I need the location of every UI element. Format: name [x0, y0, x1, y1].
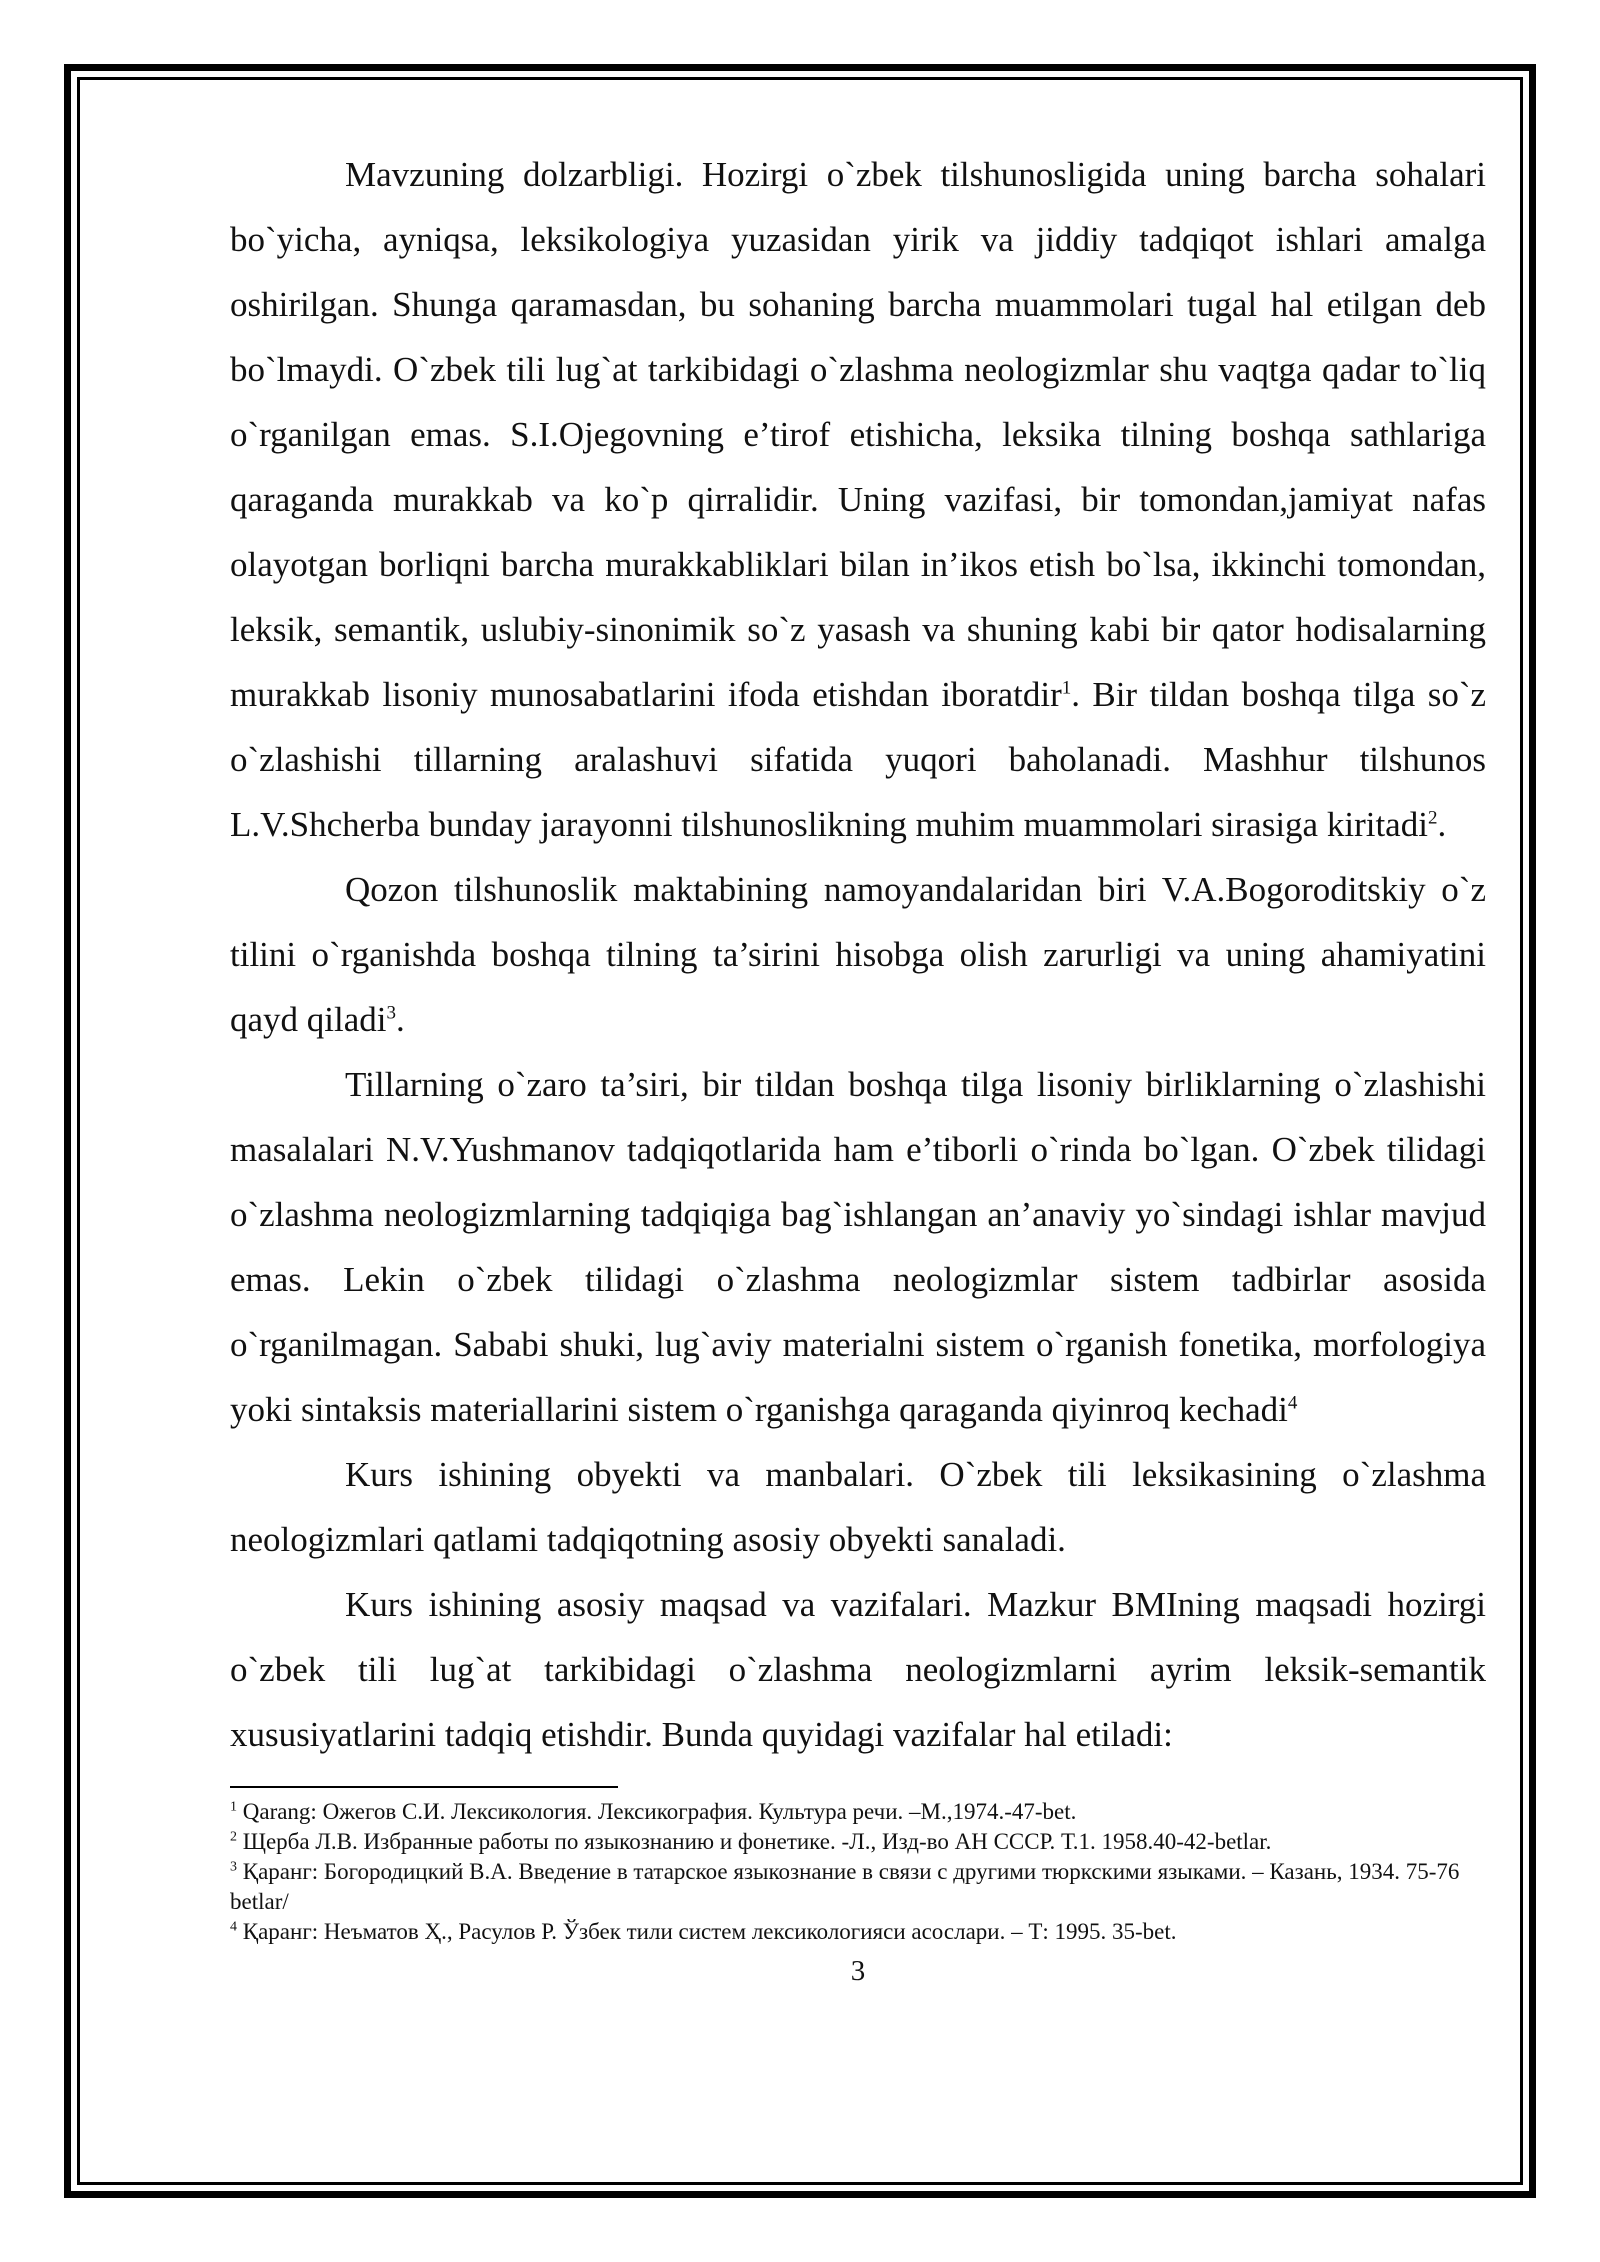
footnote-1	[230, 1797, 1486, 1827]
footnote-mark: 1	[230, 1799, 237, 1815]
footnote-mark: 4	[230, 1919, 237, 1935]
paragraph-text: .	[396, 1000, 405, 1039]
footnote-text: Қаранг: Богородицкий В.А. Введение в татарское языкознание в связи с другими тюркскими языками. – Казань, 1934. 75-76 betlar/	[230, 1859, 1460, 1914]
paragraph-text: Tillarning o`zaro ta’siri, bir tildan boshqa tilga lisoniy birliklarning o`zlashishi masalalari N.V.Yushmanov tadqiqotlarida ham e’tiborli o`rinda bo`lgan. O`zbek tilidagi o`zlashma neologizmlarning tadqiqiga bag`ishlangan an’anaviy yo`sindagi ishlar mavjud emas. Lekin o`zbek tilidagi o`zlashma neologizmlar sistem tadbirlar asosida o`rganilmagan. Sababi shuki, lug`aviy materialni sistem o`rganish fonetika, morfologiya yoki sintaksis materiallarini sistem o`rganishga qaraganda qiyinroq kechadi	[230, 1065, 1486, 1429]
footnote-3	[230, 1857, 1486, 1917]
paragraph-text: . Bir tildan boshqa tilga so`z o`zlashishi tillarning aralashuvi sifatida yuqori baholanadi. Mashhur tilshunos L.V.Shcherba bunday jarayonni tilshunoslikning muhim muammolari sirasiga kiritadi	[230, 675, 1487, 844]
paragraph-text: Mavzuning dolzarbligi. Hozirgi o`zbek tilshunosligida uning barcha sohalari bo`yicha, ayniqsa, leksikologiya yuzasidan yirik va jiddiy tadqiqot ishlari amalga oshirilgan. Shunga qaramasdan, bu sohaning barcha muammolari tugal hal etilgan deb bo`lmaydi. O`zbek tili lug`at tarkibidagi o`zlashma neologizmlar shu vaqtga qadar to`liq o`rganilgan emas. S.I.Ojegovning e’tirof etishicha, leksika tilning boshqa sathlariga qaraganda murakkab va ko`p qirralidir. Uning vazifasi, bir tomondan,jamiyat nafas olayotgan borliqni barcha murakkabliklari bilan in’ikos etish bo`lsa, ikkinchi tomondan, leksik, semantik, uslubiy-sinonimik so`z yasash va shuning kabi bir qator hodisalarning murakkab lisoniy munosabatlarini ifoda etishdan iboratdir	[230, 155, 1486, 714]
footnote-mark: 3	[230, 1859, 237, 1875]
paragraph-goals: Kurs ishining asosiy maqsad va vazifalari. Mazkur BMIning maqsadi hozirgi o`zbek tili lug`at tarkibidagi o`zlashma neologizmlarni ayrim leksik-semantik xususiyatlarini tadqiq etishdir. Bunda quyidagi vazifalar hal etiladi:	[230, 1585, 1486, 1754]
paragraph-text: .	[1437, 805, 1447, 844]
footnote-mark: 2	[230, 1829, 237, 1845]
footnote-2	[230, 1827, 1486, 1857]
footnote-ref-1: 1	[1061, 677, 1072, 699]
paragraph-text: Qozon tilshunoslik maktabining namoyandalaridan biri V.A.Bogoroditskiy o`z tilini o`rganishda boshqa tilning ta’sirini hisobga olish zarurligi va uning ahamiyatini qayd qiladi	[230, 870, 1486, 1039]
footnote-text: Qarang: Ожегов С.И. Лексикология. Лексикография. Культура речи. –М.,1974.-47-bet.	[237, 1799, 1077, 1824]
paragraph-kazan-school	[230, 857, 1486, 1052]
paragraph-language-contact	[230, 1052, 1486, 1442]
footnote-separator	[230, 1786, 618, 1788]
paragraph-object: Kurs ishining obyekti va manbalari. O`zbek tili leksikasining o`zlashma neologizmlari qatlami tadqiqotning asosiy obyekti sanaladi.	[230, 1455, 1486, 1559]
footnote-text: Щерба Л.В. Избранные работы по языкознанию и фонетике. -Л., Изд-во АН СССР. Т.1. 1958.40-42-betlar.	[237, 1829, 1272, 1854]
footnote-text: Қаранг: Неъматов Ҳ., Расулов Р. Ўзбек тили систем лексикологияси асослари. – Т: 1995. 35-bet.	[237, 1919, 1177, 1944]
page-number: 3	[850, 1955, 866, 1987]
footnote-ref-3: 3	[386, 1002, 396, 1024]
footnote-ref-2: 2	[1427, 807, 1438, 829]
paragraph-relevance	[230, 142, 1486, 857]
document-body	[230, 142, 1486, 1989]
footnote-4	[230, 1917, 1486, 1947]
footnote-ref-4: 4	[1287, 1392, 1298, 1414]
